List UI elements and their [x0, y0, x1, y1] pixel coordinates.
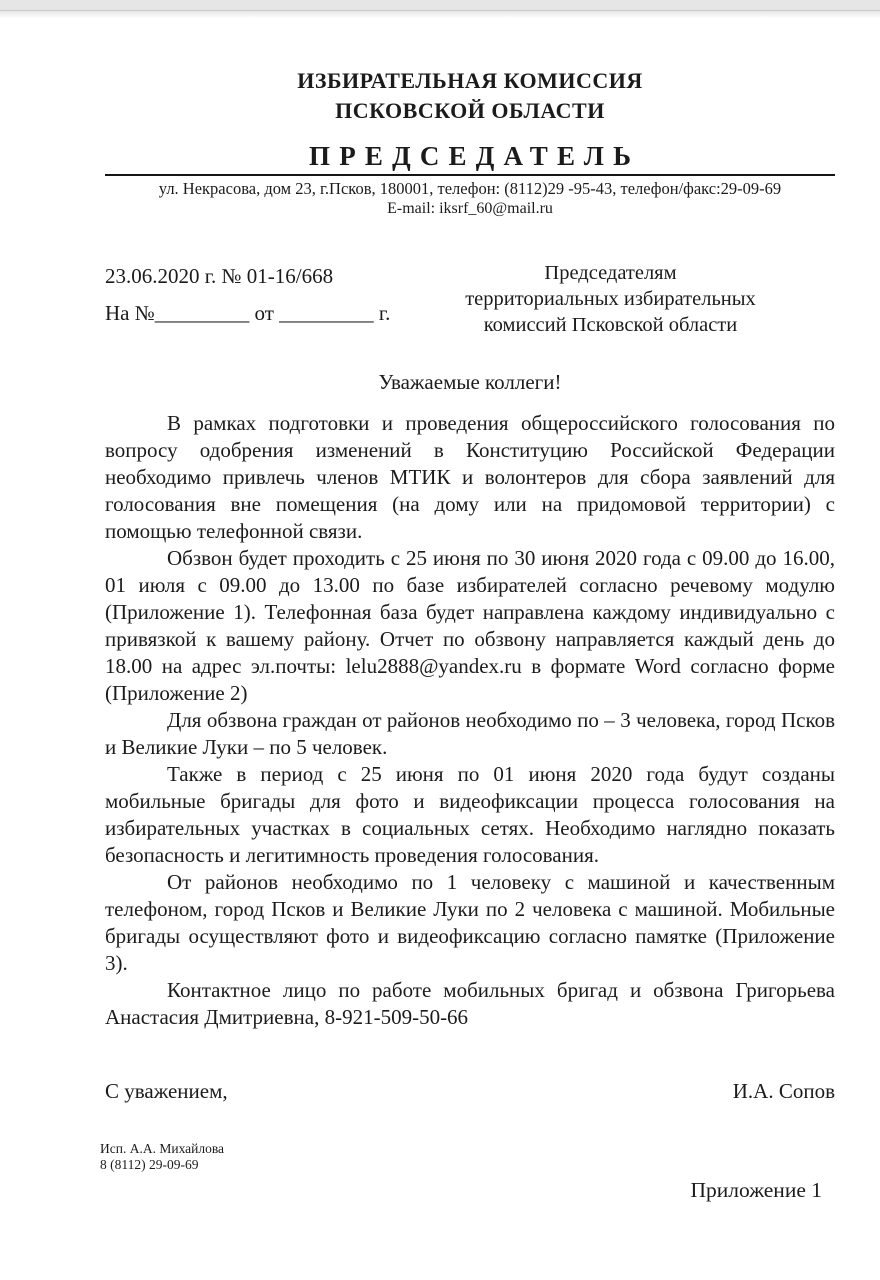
outgoing-number: 23.06.2020 г. № 01-16/668 — [105, 264, 334, 288]
body-paragraph: В рамках подготовки и проведения общероссийского голосования по вопросу одобрения изменений в Конституцию Российской Федерации необходимо привлечь членов МТИК и волонтеров для сбора заявлений для голосования вне помещения (на дому или на придомовой территории) с помощью телефонной связи. — [105, 411, 835, 543]
recipient-block — [458, 260, 763, 338]
body-paragraph: Для обзвона граждан от районов необходимо по – 3 человека, город Псков и Великие Луки – по 5 человек. — [105, 708, 835, 759]
signature-name: И.А. Сопов — [732, 1079, 835, 1103]
body-paragraph: Обзвон будет проходить с 25 июня по 30 июня 2020 года с 09.00 до 16.00, 01 июля с 09.00 до 13.00 по базе избирателей согласно речевому модулю (Приложение 1). Телефонная база будет направлена каждому индивидуально с привязкой к вашему району. Отчет по обзвону направляется каждый день до 18.00 на адрес эл.почты: lelu2888@yandex.ru в формате Word согласно форме (Приложение 2) — [105, 546, 835, 705]
recipient-line: территориальных избирательных — [465, 288, 756, 310]
letter-page — [0, 66, 880, 1204]
organization-name-line1: ИЗБИРАТЕЛЬНАЯ КОМИССИЯ — [297, 68, 643, 93]
letterhead — [105, 66, 835, 219]
incoming-reference-blank: На №_________ от _________ г. — [105, 301, 391, 325]
letterhead-email: E-mail: iksrf_60@mail.ru — [387, 200, 553, 217]
attachment-label: Приложение 1 — [690, 1178, 822, 1202]
signature-row — [105, 1078, 835, 1105]
letterhead-rule — [105, 174, 835, 176]
executor-name: Исп. А.А. Михайлова — [100, 1141, 225, 1156]
executor-phone: 8 (8112) 29-09-69 — [100, 1157, 199, 1172]
page-top-edge-shadow — [0, 11, 880, 18]
recipient-line: комиссий Псковской области — [483, 314, 738, 336]
signature-closing: С уважением, — [105, 1079, 228, 1103]
reference-block — [105, 258, 390, 332]
page-top-edge — [0, 0, 880, 11]
letterhead-address: ул. Некрасова, дом 23, г.Псков, 180001, телефон: (8112)29 -95-43, телефон/факс:29-09-69 — [158, 179, 782, 198]
body-paragraph: От районов необходимо по 1 человеку с машиной и качественным телефоном, город Псков и Великие Луки по 2 человека с машиной. Мобильные бригады осуществляют фото и видеофиксацию согласно памятке (Приложение 3). — [105, 870, 835, 975]
body-paragraph: Также в период с 25 июня по 01 июня 2020 года будут созданы мобильные бригады для фото и видеофиксации процесса голосования на избирательных участках в социальных сетях. Необходимо наглядно показать безопасность и легитимность проведения голосования. — [105, 762, 835, 867]
recipient-line: Председателям — [544, 262, 677, 284]
salutation: Уважаемые коллеги! — [378, 370, 562, 394]
post-title: ПРЕДСЕДАТЕЛЬ — [309, 141, 641, 171]
organization-name-line2: ПСКОВСКОЙ ОБЛАСТИ — [335, 98, 605, 123]
reference-row — [105, 258, 835, 338]
executor-block — [100, 1141, 835, 1173]
body-paragraph: Контактное лицо по работе мобильных бригад и обзвона Григорьева Анастасия Дмитриевна, 8-921-509-50-66 — [105, 978, 835, 1029]
letter-body — [105, 410, 835, 1031]
